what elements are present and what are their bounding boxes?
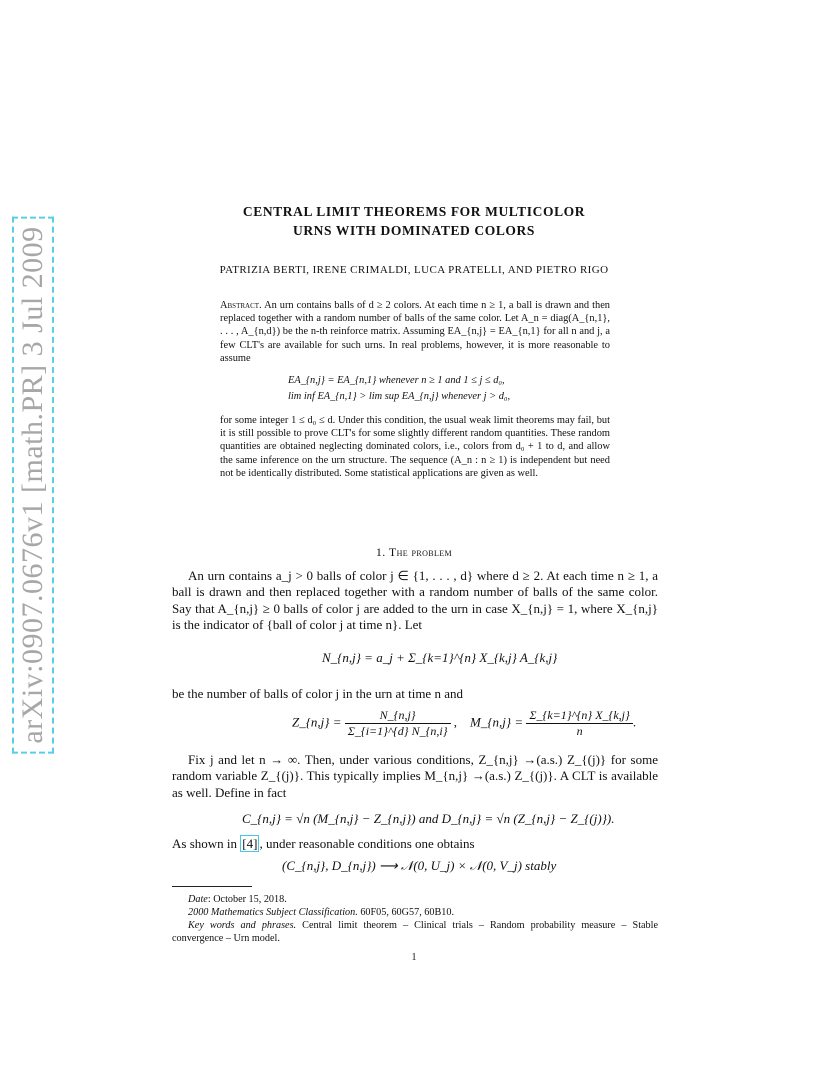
page-number: 1 xyxy=(411,952,417,963)
body-paragraph-3: Fix j and let n → ∞. Then, under various conditions, Z_{n,j} →(a.s.) Z_{(j)} for some random variable Z_{(j)}. This typically implies M_{n,j} →(a.s.) Z_{(j)}. A CLT is available as well. Define in fact xyxy=(172,752,658,800)
citation-link[interactable]: [4] xyxy=(242,836,258,851)
abstract-equation-2: lim inf EA_{n,1} > lim sup EA_{n,j} whenever j > d₀, xyxy=(288,391,511,402)
body-paragraph-1: An urn contains a_j > 0 balls of color j ∈ {1, . . . , d} where d ≥ 2. At each time n ≥ 1, a ball is drawn and then replaced together with a random number of balls of the same color. Say that A_{n,j} ≥ 0 balls of color j are added to the urn in case X_{n,j} = 1, where X_{n,j} is the indicator of {ball of color j at time n}. Let xyxy=(172,568,658,633)
eq-M-fraction xyxy=(526,708,632,739)
eq-M-numerator: Σ_{k=1}^{n} X_{k,j} xyxy=(526,708,632,724)
abstract-lead: Abstract. xyxy=(220,300,262,311)
eq-Z-lhs: Z_{n,j} = xyxy=(292,714,342,730)
date-label: Date xyxy=(188,894,208,905)
paper-title xyxy=(0,202,828,240)
keywords-value: Central limit theorem – Clinical trials – Random probability measure – Stable convergence – Urn model. xyxy=(172,920,658,944)
abstract-equation-1: EA_{n,j} = EA_{n,1} whenever n ≥ 1 and 1 ≤ j ≤ d₀, xyxy=(288,375,505,386)
date-value: : October 15, 2018. xyxy=(207,894,287,905)
p4-prefix: As shown in xyxy=(172,836,241,851)
title-line-2: URNS WITH DOMINATED COLORS xyxy=(292,223,535,238)
keywords-label: Key words and phrases. xyxy=(188,920,297,931)
title-line-1: CENTRAL LIMIT THEOREMS FOR MULTICOLOR xyxy=(242,204,586,219)
section-heading: 1. The problem xyxy=(375,545,453,559)
p4-suffix: , under reasonable conditions one obtains xyxy=(259,836,475,851)
footnote-msc xyxy=(172,907,674,920)
eq-Z-numerator: N_{n,j} xyxy=(345,708,451,724)
equation-N: N_{n,j} = a_j + Σ_{k=1}^{n} X_{k,j} A_{k,j} xyxy=(322,650,558,665)
eq-M-denominator: n xyxy=(576,724,583,738)
abstract-block xyxy=(220,299,610,365)
abstract-text-2: for some integer 1 ≤ d₀ ≤ d. Under this condition, the usual weak limit theorems may fail, but it is still possible to prove CLT's for some slightly different random quantities. These random quantities are obtained neglecting dominated colors, i.e., colors from d₀ + 1 to d, and allow the same inference on the urn structure. The sequence (A_n : n ≥ 1) is independent but need not be identically distributed. Some statistical applications are given as well. xyxy=(220,415,610,479)
footnote-keywords xyxy=(172,920,658,945)
footnote-date xyxy=(172,894,674,907)
msc-value: 60F05, 60G57, 60B10. xyxy=(357,907,455,918)
equation-stable: (C_{n,j}, D_{n,j}) ⟶ 𝒩(0, U_j) × 𝒩(0, V_j) stably xyxy=(282,858,557,873)
eq-Z-denominator: Σ_{i=1}^{d} N_{n,i} xyxy=(347,724,448,738)
eq-M-lhs: M_{n,j} = xyxy=(470,714,524,730)
body-paragraph-4 xyxy=(172,836,658,852)
body-paragraph-2: be the number of balls of color j in the urn at time n and xyxy=(172,686,463,701)
eq-Z-fraction xyxy=(345,708,451,739)
author-list: PATRIZIA BERTI, IRENE CRIMALDI, LUCA PRATELLI, AND PIETRO RIGO xyxy=(219,264,609,276)
abstract-text-1: An urn contains balls of d ≥ 2 colors. At each time n ≥ 1, a ball is drawn and then replaced together with a random number of balls of the same color. Let A_n = diag(A_{n,1}, . . . , A_{n,d}) be the n-th reinforce matrix. Assuming EA_{n,j} = EA_{n,1} for all n and j, a few CLT's are available for such urns. In real problems, however, it is more reasonable to assume xyxy=(220,300,610,364)
msc-label: 2000 Mathematics Subject Classification. xyxy=(188,907,358,918)
footnote-divider xyxy=(172,886,252,887)
equation-C-D: C_{n,j} = √n (M_{n,j} − Z_{n,j}) and D_{n,j} = √n (Z_{n,j} − Z_{(j)}). xyxy=(242,811,615,826)
equation-Z-M: Z_{n,j} = $\frac{N\_\{n,j\}}{\Sigma\_\{i=1\}\^{}\{d\} N\_\{n,i\}}$ , M_{n,j} = $\frac{\Sigma\_\{k=1\}\^{}\{n\} X\_\{k,j\}}{n}$ . xyxy=(292,708,637,738)
arxiv-sidebar-stamp xyxy=(8,226,58,744)
arxiv-identifier[interactable]: arXiv:0907.0676v1 [math.PR] 3 Jul 2009 xyxy=(12,216,54,753)
